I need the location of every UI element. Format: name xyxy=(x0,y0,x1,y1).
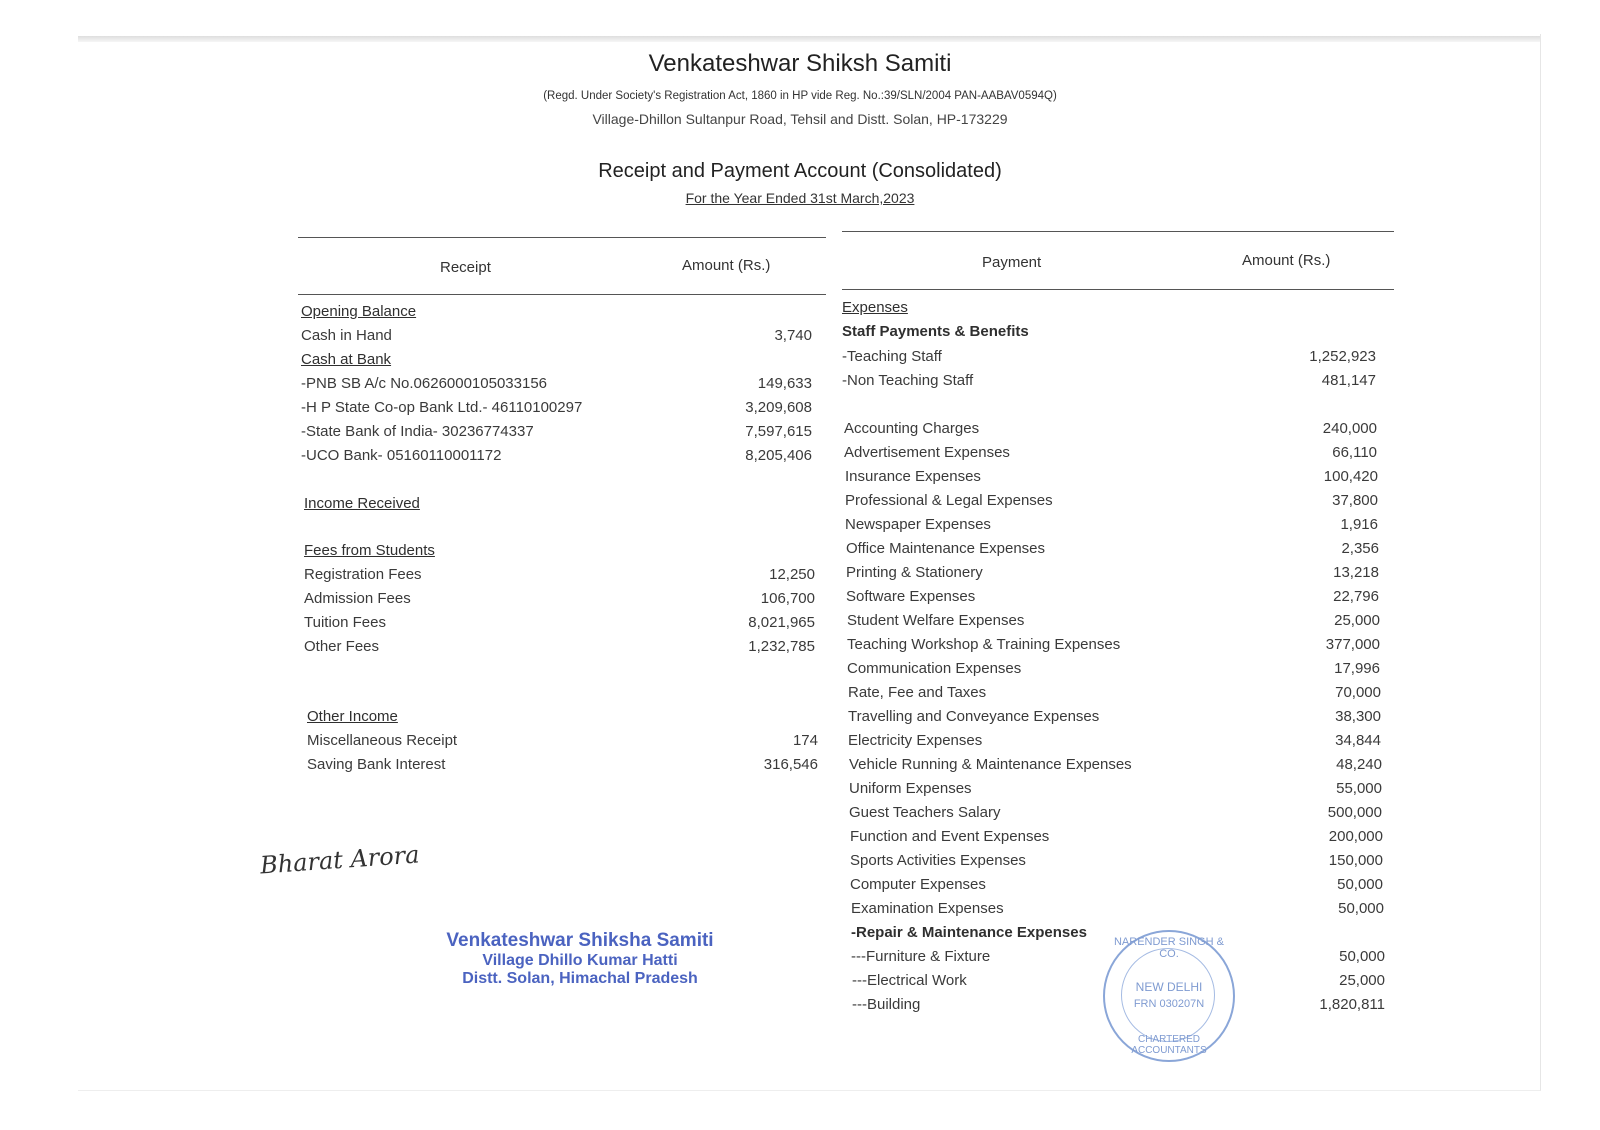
receipt-row-label: -PNB SB A/c No.0626000105033156 xyxy=(301,375,548,392)
receipt-row-amount: 174 xyxy=(792,732,818,749)
seal-ring-top: NARENDER SINGH & CO. xyxy=(1113,936,1225,960)
org-name: Venkateshwar Shiksh Samiti xyxy=(648,50,952,77)
payment-row-label: Software Expenses xyxy=(846,588,976,605)
receipt-row xyxy=(304,542,815,564)
payment-row-amount: 100,420 xyxy=(1323,468,1378,485)
receipt-row-amount: 149,633 xyxy=(757,375,812,392)
payment-row-label: ---Building xyxy=(852,996,921,1013)
payment-row xyxy=(846,564,1379,586)
receipt-row xyxy=(301,327,812,349)
receipt-row-label: Other Fees xyxy=(304,638,380,655)
payment-row-label: Printing & Stationery xyxy=(846,564,983,581)
payment-row xyxy=(842,299,1376,321)
registration-line: (Regd. Under Society's Registration Act, 1860 in HP vide Reg. No.:39/SLN/2004 PAN-AABAV0594Q) xyxy=(543,90,1057,102)
payment-top-rule xyxy=(842,231,1394,232)
payment-row-label: Sports Activities Expenses xyxy=(850,852,1026,869)
receipt-row xyxy=(307,756,818,778)
payment-row-amount: 50,000 xyxy=(1338,900,1384,917)
payment-row-label: Staff Payments & Benefits xyxy=(842,323,1029,340)
receipt-row-label: -H P State Co-op Bank Ltd.- 46110100297 xyxy=(301,399,583,416)
receipt-row-label: Tuition Fees xyxy=(304,614,386,631)
receipt-row xyxy=(304,566,815,588)
receipt-row-label: Saving Bank Interest xyxy=(307,756,446,773)
payment-row-amount: 22,796 xyxy=(1333,588,1379,605)
payment-row-label: Examination Expenses xyxy=(851,900,1004,917)
payment-row-amount: 25,000 xyxy=(1339,972,1385,989)
receipt-row-amount: 3,740 xyxy=(774,327,812,344)
seal-inner-ring xyxy=(1121,948,1215,1042)
payment-row-amount: 377,000 xyxy=(1325,636,1380,653)
payment-row xyxy=(846,540,1379,562)
receipt-row-amount: 7,597,615 xyxy=(745,423,812,440)
payment-row-label: ---Furniture & Fixture xyxy=(851,948,991,965)
seal-city: NEW DELHI xyxy=(1135,980,1203,994)
payment-row-amount: 150,000 xyxy=(1328,852,1383,869)
payment-row xyxy=(845,468,1378,490)
payment-row-amount: 38,300 xyxy=(1335,708,1381,725)
payment-row xyxy=(849,756,1382,778)
payment-row-label: Advertisement Expenses xyxy=(844,444,1010,461)
payment-row-label: Travelling and Conveyance Expenses xyxy=(848,708,1100,725)
receipt-row xyxy=(307,732,818,754)
receipt-row-amount: 1,232,785 xyxy=(748,638,815,655)
payment-row xyxy=(845,516,1378,538)
receipt-row xyxy=(301,447,812,469)
payment-row-label: ---Electrical Work xyxy=(852,972,967,989)
payment-row xyxy=(847,660,1380,682)
payment-row xyxy=(851,900,1384,922)
receipt-row-amount: 3,209,608 xyxy=(745,399,812,416)
payment-row-label: Electricity Expenses xyxy=(848,732,983,749)
org-stamp-line3: Distt. Solan, Himachal Pradesh xyxy=(462,970,698,987)
receipt-row-label: Cash at Bank xyxy=(301,351,392,368)
payment-row-label: Computer Expenses xyxy=(850,876,986,893)
receipt-row xyxy=(304,495,815,517)
receipt-row-amount: 8,205,406 xyxy=(745,447,812,464)
payment-row-label: Student Welfare Expenses xyxy=(847,612,1025,629)
payment-row-label: Professional & Legal Expenses xyxy=(845,492,1053,509)
payment-row-amount: 48,240 xyxy=(1336,756,1382,773)
receipt-row-label: -State Bank of India- 30236774337 xyxy=(301,423,534,440)
receipt-row xyxy=(301,423,812,445)
payment-row-amount: 17,996 xyxy=(1334,660,1380,677)
org-stamp-line2: Village Dhillo Kumar Hatti xyxy=(482,952,678,969)
address-line: Village-Dhillon Sultanpur Road, Tehsil and Distt. Solan, HP-173229 xyxy=(592,111,1008,127)
receipt-row-label: -UCO Bank- 05160110001172 xyxy=(301,447,502,464)
receipt-top-rule xyxy=(298,237,826,238)
payment-row-amount: 66,110 xyxy=(1332,444,1377,461)
payment-row-label: Office Maintenance Expenses xyxy=(846,540,1046,557)
org-stamp-line1: Venkateshwar Shiksha Samiti xyxy=(446,930,714,951)
receipt-row xyxy=(301,351,812,373)
receipt-row xyxy=(301,303,812,325)
payment-row xyxy=(844,444,1377,466)
payment-row-label: Rate, Fee and Taxes xyxy=(848,684,987,701)
payment-amount-column-header: Amount (Rs.) xyxy=(1242,252,1331,269)
payment-row-amount: 50,000 xyxy=(1339,948,1385,965)
receipt-row-amount: 106,700 xyxy=(760,590,815,607)
payment-row-amount: 1,916 xyxy=(1340,516,1378,533)
payment-row xyxy=(844,420,1377,442)
payment-row xyxy=(848,708,1381,730)
payment-row-label: Newspaper Expenses xyxy=(845,516,991,533)
payment-row-label: Communication Expenses xyxy=(847,660,1022,677)
payment-row xyxy=(842,323,1376,345)
payment-row-label: Function and Event Expenses xyxy=(850,828,1050,845)
payment-row xyxy=(842,348,1376,370)
account-title: Receipt and Payment Account (Consolidated) xyxy=(598,160,1002,182)
payment-row xyxy=(847,636,1380,658)
payment-row-amount: 37,800 xyxy=(1332,492,1378,509)
payment-row-label: Insurance Expenses xyxy=(845,468,981,485)
receipt-row-amount: 12,250 xyxy=(769,566,815,583)
payment-row-amount: 1,252,923 xyxy=(1309,348,1376,365)
receipt-row-label: Opening Balance xyxy=(301,303,417,320)
receipt-row-amount: 8,021,965 xyxy=(748,614,815,631)
payment-row-label: -Teaching Staff xyxy=(842,348,942,365)
payment-row-label: Vehicle Running & Maintenance Expenses xyxy=(849,756,1132,773)
payment-row xyxy=(846,588,1379,610)
receipt-row-label: Cash in Hand xyxy=(301,327,392,344)
payment-row-amount: 200,000 xyxy=(1328,828,1383,845)
payment-column-header: Payment xyxy=(982,254,1042,271)
payment-row xyxy=(842,372,1376,394)
receipt-row-label: Fees from Students xyxy=(304,542,435,559)
payment-row-label: Expenses xyxy=(842,299,908,316)
payment-row-label: Guest Teachers Salary xyxy=(849,804,1001,821)
account-period: For the Year Ended 31st March,2023 xyxy=(685,190,915,206)
receipt-row-label: Registration Fees xyxy=(304,566,422,583)
payment-row xyxy=(849,780,1382,802)
payment-row-label: Accounting Charges xyxy=(844,420,980,437)
payment-row-label: -Non Teaching Staff xyxy=(842,372,974,389)
payment-row-amount: 500,000 xyxy=(1327,804,1382,821)
payment-row-amount: 13,218 xyxy=(1333,564,1379,581)
payment-row-amount: 2,356 xyxy=(1341,540,1379,557)
payment-row xyxy=(850,828,1383,850)
handwritten-signature: Bharat Arora xyxy=(259,840,421,880)
payment-row xyxy=(850,852,1383,874)
payment-row-amount: 1,820,811 xyxy=(1319,996,1385,1013)
receipt-row xyxy=(301,399,812,421)
payment-row-label: Uniform Expenses xyxy=(849,780,972,797)
payment-row-label: -Repair & Maintenance Expenses xyxy=(851,924,1087,941)
payment-row xyxy=(849,804,1382,826)
receipt-amount-column-header: Amount (Rs.) xyxy=(682,257,771,274)
receipt-row xyxy=(307,708,818,730)
receipt-column-header: Receipt xyxy=(440,259,491,276)
payment-row-amount: 34,844 xyxy=(1335,732,1381,749)
receipt-row-amount: 316,546 xyxy=(763,756,818,773)
receipt-row-label: Other Income xyxy=(307,708,398,725)
payment-row-amount: 50,000 xyxy=(1337,876,1383,893)
receipt-row xyxy=(304,638,815,660)
payment-row-amount: 240,000 xyxy=(1322,420,1377,437)
chartered-accountant-seal xyxy=(1103,930,1235,1062)
payment-row-amount: 55,000 xyxy=(1336,780,1382,797)
seal-frn: FRN 030207N xyxy=(1133,998,1205,1010)
seal-ring-bottom: CHARTERED ACCOUNTANTS xyxy=(1131,1034,1207,1056)
organization-stamp xyxy=(420,930,740,988)
payment-row xyxy=(847,612,1380,634)
receipt-row-label: Miscellaneous Receipt xyxy=(307,732,458,749)
payment-row-amount: 25,000 xyxy=(1334,612,1380,629)
payment-row xyxy=(845,492,1378,514)
receipt-header-rule xyxy=(298,294,826,295)
payment-row-amount: 70,000 xyxy=(1335,684,1381,701)
scan-edge xyxy=(78,36,1540,42)
payment-row xyxy=(848,732,1381,754)
payment-row-amount: 481,147 xyxy=(1321,372,1376,389)
receipt-row-label: Income Received xyxy=(304,495,420,512)
payment-row-label: Teaching Workshop & Training Expenses xyxy=(847,636,1121,653)
payment-row xyxy=(848,684,1381,706)
payment-header-rule xyxy=(842,289,1394,290)
receipt-row xyxy=(304,614,815,636)
receipt-row xyxy=(301,375,812,397)
receipt-row-label: Admission Fees xyxy=(304,590,411,607)
receipt-row xyxy=(304,590,815,612)
payment-row xyxy=(850,876,1383,898)
